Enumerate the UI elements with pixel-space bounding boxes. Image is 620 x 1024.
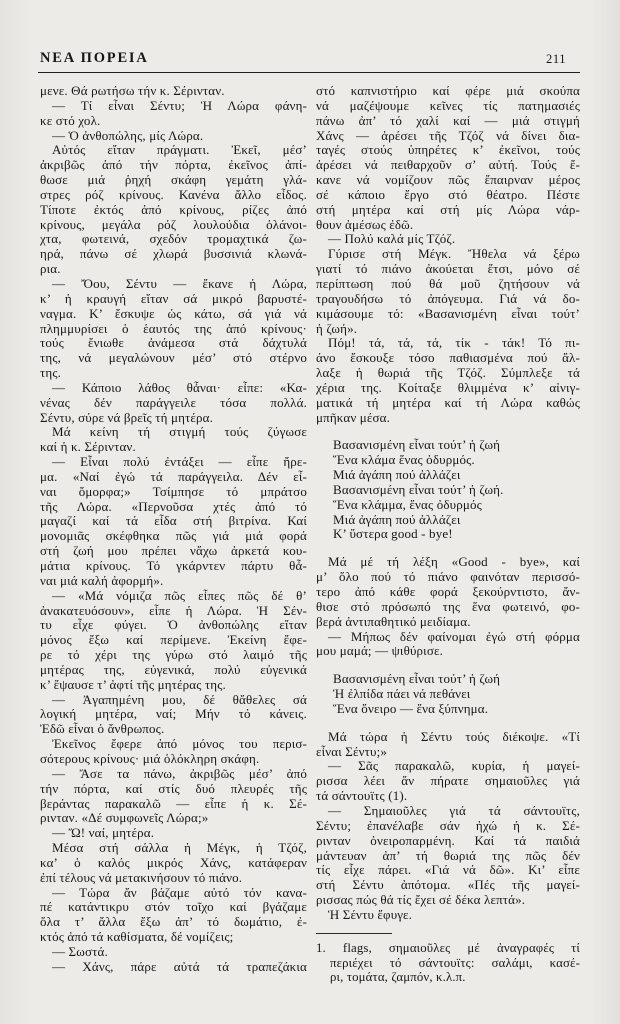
paragraph bbox=[40, 84, 307, 99]
text-line: — Σᾶς παρακαλῶ, κυρία, ἡ μαγεί- bbox=[328, 759, 580, 774]
paragraph bbox=[40, 886, 307, 945]
text-line: βερά ἀντιπαθητικό μειδίαμα. bbox=[316, 614, 471, 629]
text-line: περίπτωση πού θά μοῦ ζητήσουν νά bbox=[316, 276, 580, 291]
text-line: Πόμ! τά, τά, τά, τίκ - τάκ! Τό πι- bbox=[328, 336, 580, 351]
text-line: μάντευαν ἀπ’ τή θωριά της πῶς δέν bbox=[316, 848, 580, 863]
text-line: μονομιᾶς σκέφθηκα πῶς γιά μιά φορά bbox=[40, 529, 307, 544]
text-line: Χάνς — ἀρέσει τῆς Τζόζ νά δίνει δια- bbox=[316, 128, 580, 143]
text-line: Ἐκεῖνος ἔφερε ἀπό μόνος του περισ- bbox=[52, 737, 307, 752]
verse-line: Κ’ ὕστερα good - bye! bbox=[333, 527, 453, 542]
text-line: τυ εἶχε φύγει. Ὁ ἀνθοπώλης εἴταν bbox=[40, 618, 307, 633]
text-line: χέρια της. Κοίταξε θλιμμένα κ’ αἰνιγ- bbox=[316, 380, 580, 395]
text-line: Ἡ Σέντυ ἔφυγε. bbox=[328, 907, 412, 922]
paragraph bbox=[40, 99, 307, 129]
text-line: λογική μητέρα, ναί; Μήν τό κάνεις. bbox=[40, 707, 307, 722]
paragraph bbox=[40, 143, 307, 277]
text-line: θουν ἀμέσως ἐδῶ. bbox=[316, 217, 414, 232]
text-line: σέ κάποιο ἔργο στό θέατρο. Πέστε bbox=[316, 187, 580, 202]
text-line: μπῆκαν μέσα. bbox=[316, 410, 391, 425]
text-line: τραγουδήσω τό ἀπόγευμα. Γιά νά δο- bbox=[316, 291, 580, 306]
text-line: ἀκριβῶς ἀπό τήν πόρτα, ἐκεῖνος ἀπί- bbox=[40, 158, 307, 173]
paragraph bbox=[316, 804, 580, 908]
text-line: κα’ ὁ καλός μικρός Χάνς, κατάφεραν bbox=[40, 855, 307, 870]
text-line: ἀρέσει νά πειθαρχοῦν σ’ αὐτή. Τούς ἔ- bbox=[316, 158, 580, 173]
paragraph bbox=[40, 693, 307, 738]
footnote-line: περιέχει τό σάντουϊτς: σαλάμι, κασέ- bbox=[330, 955, 580, 970]
text-line: — Σωστά. bbox=[52, 944, 108, 959]
verse-line: Μιά ἀγάπη πού ἀλλάζει bbox=[333, 512, 461, 527]
text-line: — Τώρα ἄν βάζαμε αὐτό τόν κανα- bbox=[52, 885, 307, 900]
text-line: στή Σέντυ ἀπότομα. «Πές τῆς μαγεί- bbox=[316, 878, 580, 893]
text-line: Σέντυ, σύρε νά βρεῖς τή μητέρα. bbox=[40, 410, 214, 425]
verse-line: Βασανισμένη εἶναι τούτ’ ἡ ζωή. bbox=[333, 482, 504, 497]
text-line: χτα, φωτεινά, σχεδόν τρομαχτικά ζω- bbox=[40, 232, 307, 247]
paragraph bbox=[40, 826, 307, 841]
text-line: ρισσα λέει ἄν πήρατε σημαιοῦλες γιά bbox=[316, 774, 580, 789]
text-line: στρες ρόζ κρίνους. Κανένα ἄλλο εἶδος. bbox=[40, 187, 307, 202]
text-line: κ’ ἔψαυσε τ’ ἀφτί τῆς μητέρας της. bbox=[40, 677, 226, 692]
text-line: μενε. Θά ρωτήσω τήν κ. Σέρινταν. bbox=[40, 84, 225, 98]
verse-line: Βασανισμένη εἶναι τούτ’ ἡ ζωή bbox=[333, 672, 501, 687]
page-number: 211 bbox=[546, 52, 567, 66]
text-line: τερο ἀπό κάθε φορά ξεκούρντιστο, ἄν- bbox=[316, 585, 580, 599]
paragraph bbox=[316, 232, 580, 247]
paragraph bbox=[40, 945, 307, 960]
text-line: — Ἀγαπημένη μου, δέ θἄθελες σά bbox=[52, 692, 307, 707]
text-line: εἶναι Σέντυ;» bbox=[316, 744, 388, 759]
paragraph bbox=[316, 908, 580, 923]
text-line: ρια. bbox=[40, 262, 61, 277]
text-line: — Ὁ ἀνθοπώλης, μίς Λώρα. bbox=[52, 128, 204, 143]
text-line: τῆς Λώρα. «Περνοῦσα χτές ἀπό τό bbox=[40, 499, 307, 514]
paragraph bbox=[316, 630, 580, 660]
verse-line: Ἕνα ὄνειρο — ἕνα ξύπνημα. bbox=[333, 701, 489, 716]
text-line: κιμάσουμε τό: «Βασανισμένη εἶναι τούτ’ bbox=[316, 306, 580, 321]
text-line: μόνος ἔξω καί περίμενε. Ἐκείνη ἔφε- bbox=[40, 633, 307, 648]
text-line: ρινταν ὀνειροπαρμένη. Καί τά παιδιά bbox=[316, 833, 580, 848]
footnote-line: ρι, τομάτα, ζαμπόν, κ.λ.π. bbox=[330, 970, 466, 984]
text-line: κε στό χολ. bbox=[40, 113, 101, 128]
paragraph bbox=[316, 555, 580, 629]
text-line: μαγαζί καί τά εἶδα στή βιτρίνα. Καί bbox=[40, 514, 307, 529]
paragraph bbox=[40, 589, 307, 693]
verse-line: Βασανισμένη εἶναι τούτ’ ἡ ζωή bbox=[333, 438, 501, 453]
text-line: — Κάποιο λάθος θἆναι· εἶπε: «Κα- bbox=[52, 380, 307, 395]
song-verse bbox=[333, 672, 580, 717]
text-line: τούς ἔνιωθε ἀνάμεσα στά δάχτυλά bbox=[40, 336, 307, 351]
text-line: μάτια κρίνους. Τό γκάρντεν πάρτυ θἆ- bbox=[40, 559, 307, 573]
text-line: στό καπνιστήριο καί φέρε μιά σκούπα bbox=[316, 84, 580, 98]
text-line: Αὐτός εἴταν πράγματι. Ἐκεῖ, μέσ’ bbox=[52, 143, 307, 158]
paragraph bbox=[316, 336, 580, 425]
verse-line: Ἡ ἐλπίδα πάει νά πεθάνει bbox=[333, 687, 471, 702]
text-line: σότερους κρίνους· μιά ὁλόκληρη σκάφη. bbox=[40, 751, 260, 766]
text-line: Τίποτε ἐκτός ἀπό κρίνους, ρίζες ἀπό bbox=[40, 202, 307, 217]
text-line: ηρά, πάνω σέ χλωρά βυσσινιά κλωνά- bbox=[40, 247, 307, 262]
paragraph bbox=[40, 455, 307, 589]
text-line: ματικά τή μητέρα καί τή Λώρα καθώς bbox=[316, 395, 580, 410]
text-line: μου μαμά; — ψιθύρισε. bbox=[316, 644, 443, 659]
verse-line: Ἕνα κλάμμα, ἕνας ὀδυρμός bbox=[333, 497, 482, 512]
footnote-rule bbox=[316, 933, 392, 934]
text-line: θισε στό πρόσωπό της ἕνα φωτεινό, φο- bbox=[316, 599, 580, 614]
text-line: ἀνακατευόσουν», εἶπε ἡ Λώρα. Ἡ Σέν- bbox=[40, 603, 307, 618]
paragraph bbox=[316, 247, 580, 336]
paragraph bbox=[40, 425, 307, 455]
text-line: ἡ ζωή». bbox=[316, 321, 358, 336]
text-line: — Τί εἶναι Σέντυ; Ἡ Λώρα φάνη- bbox=[52, 98, 307, 113]
paragraph bbox=[316, 759, 580, 804]
text-line: — Ἄσε τα πάνω, ἀκριβῶς μέσ’ ἀπό bbox=[52, 766, 307, 781]
paragraph bbox=[40, 767, 307, 826]
paragraph bbox=[40, 960, 307, 975]
text-line: Μά τώρα ἡ Σέντυ τούς διέκοψε. «Τί bbox=[328, 729, 580, 744]
text-line: στή μητέρα καί στή μίς Λώρα νάρ- bbox=[316, 202, 580, 217]
text-line: — Μήπως δέν φαίνομαι ἐγώ στή φόρμα bbox=[328, 629, 580, 644]
text-line: — Ὄου, Σέντυ — ἔκανε ἡ Λώρα, bbox=[52, 276, 307, 291]
text-line: πάνω ἀπ’ τό χαλί καί — μιά στιγμή bbox=[316, 113, 580, 128]
text-line: νένας δέν παράγγειλε τόσα πολλά. bbox=[40, 395, 307, 410]
text-line: της, νά μεγαλώνουν μέσ’ στό στέρνο bbox=[40, 351, 307, 366]
text-line: Ἐδῶ εἶναι ὁ ἄνθρωπος. bbox=[40, 722, 165, 737]
paragraph bbox=[316, 84, 580, 232]
verse-line: Μιά ἀγάπη πού ἀλλάζει bbox=[333, 468, 461, 483]
paragraph bbox=[316, 730, 580, 760]
text-line: Σέντυ; ἐπανέλαβε σάν ἠχώ ἡ κ. Σέ- bbox=[316, 818, 580, 833]
text-line: τήν πόρτα, καί στίς δυό πλευρές τῆς bbox=[40, 781, 307, 796]
text-line: — Σημαιοῦλες γιά τά σάντουϊτς, bbox=[328, 803, 580, 818]
text-line: Μά μέ τή λέξη «Good - bye», καί bbox=[328, 555, 580, 570]
text-line: κρίνους, μεγάλα ρόζ λουλούδια ὁλάνοι- bbox=[40, 217, 307, 232]
running-title: ΝΕΑ ΠΟΡΕΙΑ bbox=[40, 50, 149, 66]
text-line: κτός ἀπό τά καθίσματα, δέ νομίζεις; bbox=[40, 930, 234, 945]
text-line: άνο ἔσκουξε τόσο παθιασμένα πού ἄλ- bbox=[316, 351, 580, 366]
text-line: ταγές στούς ὑπηρέτες κ’ ἐκεῖνοι, τούς bbox=[316, 143, 580, 158]
paragraph bbox=[40, 381, 307, 426]
text-line: πλημμυρίσει ὁ ἑαυτός της ἀπό κρίνους· bbox=[40, 321, 307, 336]
text-line: — Ὤ! ναί, μητέρα. bbox=[52, 826, 155, 841]
text-line: ναγμα. Κ’ ἔσκυψε ὡς κάτω, σά γιά νά bbox=[40, 306, 307, 321]
text-line: στή ζωή μου πρέπει νἄχω ἀρκετά κου- bbox=[40, 544, 307, 559]
text-line: — «Μά νόμιζα πῶς εἶπες πῶς δέ θ’ bbox=[52, 588, 307, 603]
text-line: — Εἶναι πολύ ἐντάξει — εἶπε ἤρε- bbox=[52, 455, 307, 470]
text-line: ναι ὄμορφα;» Τσίμπησε τό μπράτσο bbox=[40, 484, 307, 499]
text-line: Γύρισε στή Μέγκ. Ἤθελα νά ξέρω bbox=[328, 247, 580, 262]
text-line: ρισσας πώς θά τίς ἔχει σέ δέκα λεπτά». bbox=[316, 893, 526, 908]
text-line: ὅλα τ’ ἄλλα ἔξω ἀπ’ τό δωμάτιο, ἐ- bbox=[40, 915, 307, 930]
text-line: Μά κείνη τή στιγμή τούς ζύγωσε bbox=[52, 425, 307, 440]
footnote-line: 1. flags, σημαιοῦλες μέ ἀναγραφές τί bbox=[316, 941, 580, 955]
text-line: ἐπί τέλους νά μετακινήσουν τό πιάνο. bbox=[40, 870, 243, 885]
text-line: ρινταν. «Δέ συμφωνεῖς Λώρα;» bbox=[40, 811, 209, 826]
paragraph bbox=[40, 277, 307, 381]
text-line: μητέρας της, εὐγενικά, πολύ εὐγενικά bbox=[40, 662, 307, 677]
paragraph bbox=[40, 129, 307, 144]
paragraph bbox=[40, 737, 307, 767]
footnote bbox=[316, 933, 580, 985]
text-line: πέ κατάντικρυ στόν τοῖχο καί βγάζαμε bbox=[40, 900, 307, 915]
text-line: ναι μιά καλή ἀφορμή». bbox=[40, 573, 164, 588]
text-line: θωσε μιά ῥηχή σκάφη γεμάτη γλά- bbox=[40, 173, 307, 188]
text-line: καί ἡ κ. Σέρινταν. bbox=[40, 440, 136, 455]
text-line: — Χάνς, πάρε αὐτά τά τραπεζάκια bbox=[52, 959, 307, 974]
text-line: μα. «Ναί ἐγώ τά παράγγειλα. Δέν εἶ- bbox=[40, 469, 307, 484]
text-line: τίς εἶχε πάρει. «Γιά νά δῶ». Κι’ εἶπε bbox=[316, 863, 580, 878]
text-line: λαξε ἡ θωριά τῆς Τζόζ. Σύμπλεξε τά bbox=[316, 366, 580, 381]
verse-line: Ἕνα κλάμα ἕνας ὀδυρμός. bbox=[333, 453, 475, 468]
song-verse bbox=[333, 438, 580, 542]
text-line: — Πολύ καλά μίς Τζόζ. bbox=[328, 232, 456, 247]
text-line: γιατί τό πιάνο ἀκούεται ἔτσι, μόνο σέ bbox=[316, 262, 580, 277]
paragraph bbox=[40, 841, 307, 886]
text-line: νά μαζέψουμε κεῖνες τίς πατημασιές bbox=[316, 98, 580, 113]
text-line: κανε νά νομίζουν πῶς ἔπαιρναν μέρος bbox=[316, 173, 580, 188]
text-line: της. bbox=[40, 366, 62, 381]
text-line: ρε τό χέρι της γύρω στό λαιμό τῆς bbox=[40, 648, 307, 663]
text-line: μ’ ὅλο πού τό πιάνο φαινόταν περισσό- bbox=[316, 570, 580, 585]
text-line: τά σάντουϊτς (1). bbox=[316, 789, 408, 804]
left-column bbox=[40, 84, 307, 975]
text-line: βεράντας παρακαλῶ — εἶπε ἡ κ. Σέ- bbox=[40, 796, 307, 811]
header-rule bbox=[38, 72, 580, 73]
text-line: κ’ ἡ κραυγή εἴταν σά μικρό βαρυστέ- bbox=[40, 291, 307, 306]
right-column bbox=[316, 84, 580, 923]
text-line: Μέσα στή σάλλα ἡ Μέγκ, ἡ Τζόζ, bbox=[52, 841, 307, 856]
